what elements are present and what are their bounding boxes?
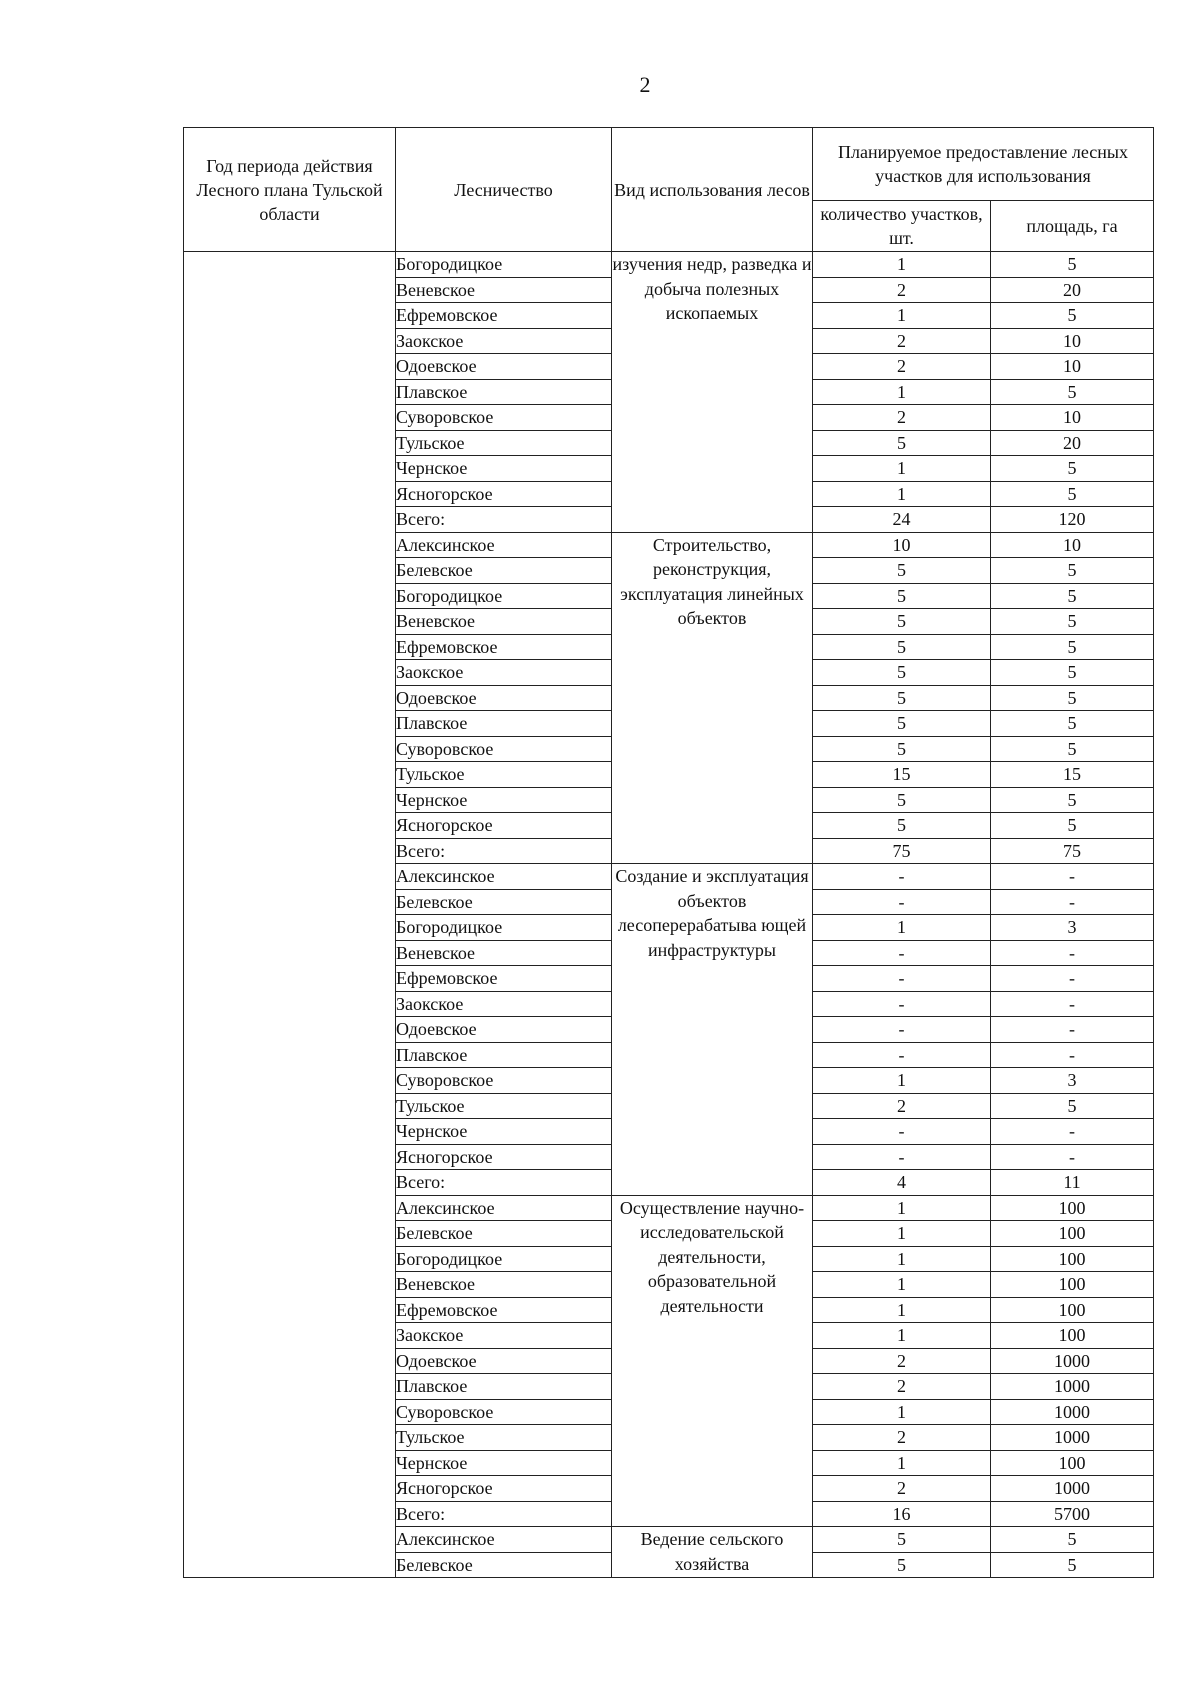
count-cell: 2	[813, 1425, 991, 1451]
forestry-name-cell: Белевское	[396, 889, 612, 915]
count-cell: 1	[813, 1399, 991, 1425]
forestry-name-cell: Ясногорское	[396, 481, 612, 507]
area-cell: 100	[991, 1450, 1154, 1476]
count-cell: 2	[813, 277, 991, 303]
count-cell: -	[813, 966, 991, 992]
count-cell: 2	[813, 405, 991, 431]
forestry-name-cell: Чернское	[396, 1119, 612, 1145]
forestry-name-cell: Заокское	[396, 1323, 612, 1349]
count-cell: 1	[813, 303, 991, 329]
forestry-name-cell: Веневское	[396, 1272, 612, 1298]
forestry-name-cell: Белевское	[396, 1552, 612, 1578]
forestry-name-cell: Суворовское	[396, 1399, 612, 1425]
forestry-name-cell: Белевское	[396, 1221, 612, 1247]
forestry-name-cell: Суворовское	[396, 1068, 612, 1094]
count-cell: 24	[813, 507, 991, 533]
area-cell: -	[991, 991, 1154, 1017]
count-cell: 1	[813, 1068, 991, 1094]
count-cell: 2	[813, 328, 991, 354]
forestry-name-cell: Тульское	[396, 762, 612, 788]
area-cell: 5	[991, 252, 1154, 278]
count-cell: 16	[813, 1501, 991, 1527]
area-cell: 5	[991, 685, 1154, 711]
forestry-name-cell: Одоевское	[396, 685, 612, 711]
count-cell: 5	[813, 634, 991, 660]
area-cell: 10	[991, 354, 1154, 380]
forestry-name-cell: Богородицкое	[396, 915, 612, 941]
forestry-name-cell: Чернское	[396, 787, 612, 813]
area-cell: 15	[991, 762, 1154, 788]
area-cell: 5	[991, 558, 1154, 584]
count-cell: 1	[813, 1195, 991, 1221]
area-cell: 1000	[991, 1374, 1154, 1400]
forestry-name-cell: Плавское	[396, 1042, 612, 1068]
forestry-name-cell: Суворовское	[396, 405, 612, 431]
area-cell: 5	[991, 1552, 1154, 1578]
forestry-name-cell: Всего:	[396, 507, 612, 533]
count-cell: 1	[813, 1246, 991, 1272]
use-type-cell	[612, 252, 813, 533]
count-cell: 5	[813, 711, 991, 737]
forestry-name-cell: Заокское	[396, 660, 612, 686]
use-type-text: Осуществление научно- исследовательской деятельности, образовательной деятельности	[619, 1197, 805, 1316]
count-cell: 1	[813, 915, 991, 941]
forestry-name-cell: Тульское	[396, 1425, 612, 1451]
count-cell: 1	[813, 1297, 991, 1323]
area-cell: -	[991, 1017, 1154, 1043]
forestry-name-cell: Богородицкое	[396, 252, 612, 278]
count-cell: 5	[813, 1527, 991, 1553]
area-cell: 5	[991, 583, 1154, 609]
forestry-name-cell: Чернское	[396, 456, 612, 482]
use-type-cell	[612, 532, 813, 864]
use-type-cell	[612, 864, 813, 1196]
count-cell: 2	[813, 1348, 991, 1374]
page-number: 2	[639, 72, 651, 97]
forestry-name-cell: Веневское	[396, 940, 612, 966]
area-cell: 10	[991, 532, 1154, 558]
header-use-type: Вид использования лесов	[612, 128, 813, 252]
count-cell: 2	[813, 354, 991, 380]
forestry-name-cell: Всего:	[396, 838, 612, 864]
area-cell: 20	[991, 430, 1154, 456]
table-body	[184, 252, 1154, 1578]
forestry-name-cell: Ефремовское	[396, 1297, 612, 1323]
count-cell: 5	[813, 609, 991, 635]
forestry-name-cell: Алексинское	[396, 864, 612, 890]
count-cell: 15	[813, 762, 991, 788]
area-cell: 1000	[991, 1348, 1154, 1374]
area-cell: -	[991, 966, 1154, 992]
use-type-text: изучения недр, разведка и добыча полезных ископаемых	[612, 254, 812, 323]
forestry-name-cell: Одоевское	[396, 1348, 612, 1374]
area-cell: -	[991, 1042, 1154, 1068]
area-cell: 10	[991, 405, 1154, 431]
header-area: площадь, га	[991, 201, 1154, 252]
forestry-name-cell: Тульское	[396, 430, 612, 456]
count-cell: 1	[813, 379, 991, 405]
forest-plots-table	[183, 127, 1154, 1578]
year-cell	[184, 252, 396, 1578]
count-cell: -	[813, 1119, 991, 1145]
area-cell: 75	[991, 838, 1154, 864]
area-cell: 5	[991, 711, 1154, 737]
count-cell: -	[813, 1042, 991, 1068]
forestry-name-cell: Ясногорское	[396, 1476, 612, 1502]
area-cell: 5	[991, 379, 1154, 405]
count-cell: 5	[813, 430, 991, 456]
area-cell: 5	[991, 609, 1154, 635]
count-cell: 1	[813, 1272, 991, 1298]
count-cell: 2	[813, 1093, 991, 1119]
count-cell: -	[813, 864, 991, 890]
count-cell: 5	[813, 736, 991, 762]
count-cell: -	[813, 991, 991, 1017]
area-cell: 3	[991, 1068, 1154, 1094]
use-type-text: Строительство, реконструкция, эксплуатация линейных объектов	[620, 534, 804, 628]
use-type-text: Ведение сельского хозяйства	[640, 1529, 784, 1574]
forestry-name-cell: Ясногорское	[396, 1144, 612, 1170]
table-header	[184, 128, 1154, 252]
count-cell: 5	[813, 583, 991, 609]
forestry-name-cell: Алексинское	[396, 1527, 612, 1553]
area-cell: 1000	[991, 1399, 1154, 1425]
forestry-name-cell: Ясногорское	[396, 813, 612, 839]
header-planned: Планируемое предоставление лесных участков для использования	[813, 128, 1154, 201]
area-cell: -	[991, 1144, 1154, 1170]
forestry-name-cell: Плавское	[396, 1374, 612, 1400]
area-cell: 5700	[991, 1501, 1154, 1527]
area-cell: 5	[991, 813, 1154, 839]
area-cell: 1000	[991, 1425, 1154, 1451]
count-cell: 1	[813, 481, 991, 507]
count-cell: 75	[813, 838, 991, 864]
forestry-name-cell: Веневское	[396, 277, 612, 303]
area-cell: 11	[991, 1170, 1154, 1196]
forestry-name-cell: Чернское	[396, 1450, 612, 1476]
header-forestry: Лесничество	[396, 128, 612, 252]
area-cell: 100	[991, 1297, 1154, 1323]
forestry-name-cell: Богородицкое	[396, 1246, 612, 1272]
forestry-name-cell: Веневское	[396, 609, 612, 635]
area-cell: 100	[991, 1246, 1154, 1272]
area-cell: 3	[991, 915, 1154, 941]
forestry-name-cell: Белевское	[396, 558, 612, 584]
count-cell: 1	[813, 252, 991, 278]
forestry-name-cell: Алексинское	[396, 532, 612, 558]
area-cell: 100	[991, 1221, 1154, 1247]
forestry-name-cell: Плавское	[396, 379, 612, 405]
count-cell: 2	[813, 1476, 991, 1502]
forestry-name-cell: Всего:	[396, 1170, 612, 1196]
forestry-name-cell: Одоевское	[396, 1017, 612, 1043]
forestry-name-cell: Заокское	[396, 991, 612, 1017]
count-cell: 10	[813, 532, 991, 558]
area-cell: 100	[991, 1272, 1154, 1298]
count-cell: 5	[813, 787, 991, 813]
count-cell: -	[813, 1017, 991, 1043]
area-cell: -	[991, 889, 1154, 915]
area-cell: 5	[991, 1527, 1154, 1553]
count-cell: 1	[813, 1221, 991, 1247]
count-cell: 4	[813, 1170, 991, 1196]
area-cell: 5	[991, 660, 1154, 686]
use-type-cell	[612, 1527, 813, 1578]
forestry-name-cell: Богородицкое	[396, 583, 612, 609]
forestry-name-cell: Одоевское	[396, 354, 612, 380]
count-cell: 2	[813, 1374, 991, 1400]
count-cell: 5	[813, 685, 991, 711]
area-cell: 5	[991, 456, 1154, 482]
area-cell: 5	[991, 736, 1154, 762]
forestry-name-cell: Ефремовское	[396, 634, 612, 660]
area-cell: 100	[991, 1323, 1154, 1349]
forestry-name-cell: Ефремовское	[396, 966, 612, 992]
forestry-name-cell: Плавское	[396, 711, 612, 737]
table-row	[184, 252, 1154, 278]
area-cell: -	[991, 940, 1154, 966]
area-cell: 5	[991, 1093, 1154, 1119]
forestry-name-cell: Тульское	[396, 1093, 612, 1119]
use-type-cell	[612, 1195, 813, 1527]
count-cell: -	[813, 940, 991, 966]
forestry-name-cell: Алексинское	[396, 1195, 612, 1221]
count-cell: -	[813, 1144, 991, 1170]
area-cell: 5	[991, 481, 1154, 507]
area-cell: 20	[991, 277, 1154, 303]
area-cell: -	[991, 864, 1154, 890]
area-cell: 5	[991, 787, 1154, 813]
count-cell: -	[813, 889, 991, 915]
area-cell: -	[991, 1119, 1154, 1145]
area-cell: 120	[991, 507, 1154, 533]
forestry-name-cell: Заокское	[396, 328, 612, 354]
count-cell: 1	[813, 1450, 991, 1476]
forestry-name-cell: Всего:	[396, 1501, 612, 1527]
area-cell: 10	[991, 328, 1154, 354]
count-cell: 1	[813, 456, 991, 482]
forestry-name-cell: Ефремовское	[396, 303, 612, 329]
area-cell: 5	[991, 303, 1154, 329]
count-cell: 5	[813, 1552, 991, 1578]
count-cell: 5	[813, 660, 991, 686]
header-year: Год периода действия Лесного плана Тульской области	[184, 128, 396, 252]
count-cell: 1	[813, 1323, 991, 1349]
header-count: количество участков, шт.	[813, 201, 991, 252]
count-cell: 5	[813, 813, 991, 839]
use-type-text: Создание и эксплуатация объектов лесоперерабатыва ющей инфраструктуры	[615, 866, 809, 960]
area-cell: 5	[991, 634, 1154, 660]
forestry-name-cell: Суворовское	[396, 736, 612, 762]
count-cell: 5	[813, 558, 991, 584]
area-cell: 100	[991, 1195, 1154, 1221]
area-cell: 1000	[991, 1476, 1154, 1502]
